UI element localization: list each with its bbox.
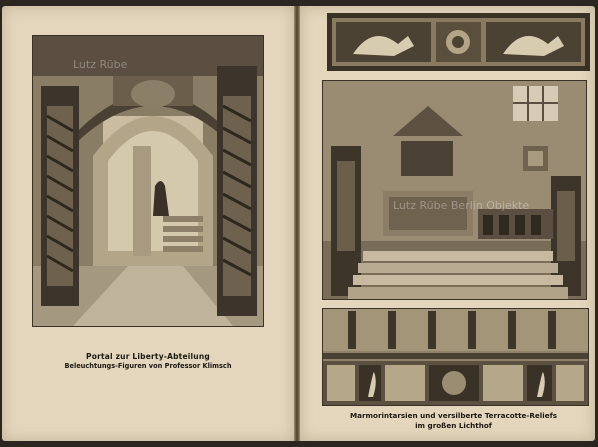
right-caption-line2: im großen Lichthof xyxy=(415,421,492,430)
left-watermark: Lutz Rübe xyxy=(73,58,128,71)
right-watermark: Lutz Rübe Berlin Objekte xyxy=(393,199,530,212)
left-caption-subtitle: Beleuchtungs-Figuren von Professor Klimsch xyxy=(64,362,232,370)
right-page xyxy=(300,6,595,441)
lichthof-photo xyxy=(322,80,587,300)
right-caption xyxy=(312,411,595,431)
left-page xyxy=(2,6,294,441)
right-caption-line1: Marmorintarsien und versilberte Terracotte-Reliefs xyxy=(349,411,558,420)
left-caption-title: Portal zur Liberty-Abteilung xyxy=(86,352,210,361)
lichthof-illustration xyxy=(323,81,586,299)
left-caption xyxy=(22,352,274,370)
frieze-bottom-photo xyxy=(322,308,589,406)
frieze-bottom-illustration xyxy=(323,309,588,405)
frieze-top-illustration xyxy=(328,14,589,70)
portal-photo xyxy=(32,35,264,327)
portal-illustration xyxy=(33,36,263,326)
frieze-top-photo xyxy=(327,13,590,71)
